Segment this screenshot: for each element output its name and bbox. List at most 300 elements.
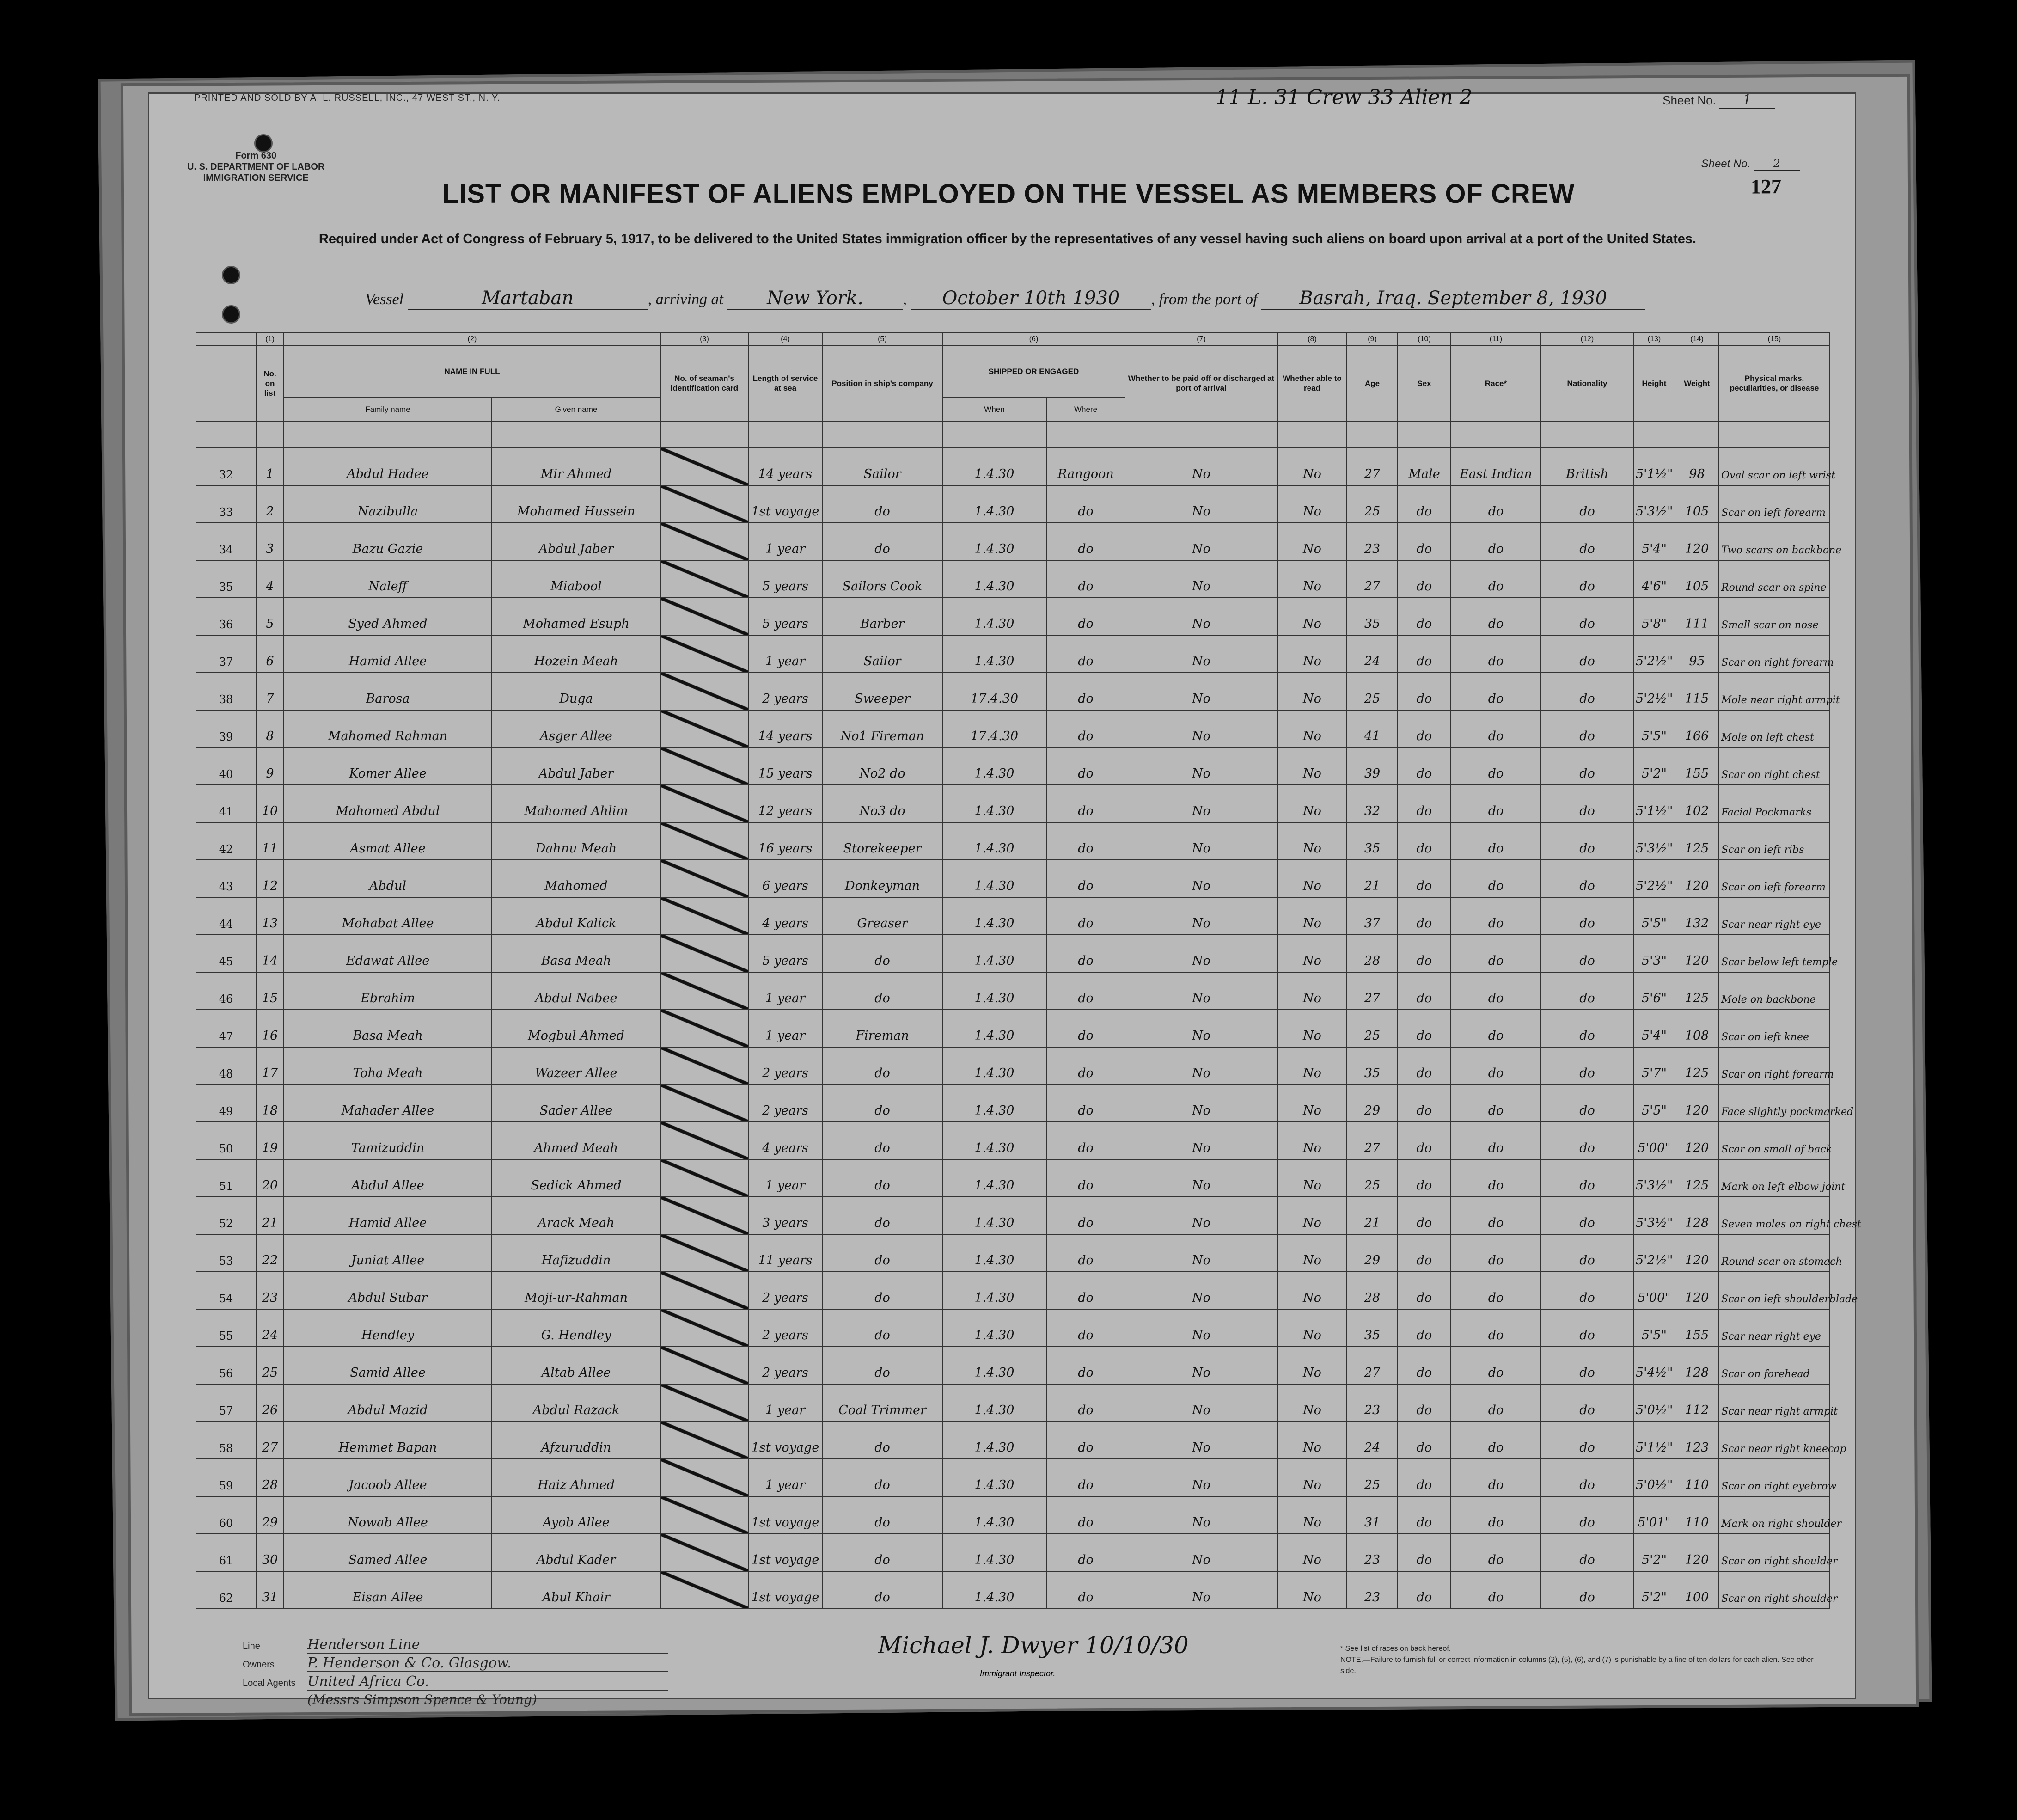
shipped-where-cell: do — [1046, 1159, 1125, 1197]
able-to-read-cell: No — [1277, 1010, 1347, 1047]
sex-cell: do — [1398, 1384, 1451, 1422]
table-row — [196, 485, 1830, 523]
length-of-service-cell: 5 years — [748, 935, 822, 972]
from-port-label: , from the port of — [1151, 291, 1258, 308]
line-number-cell: 35 — [196, 560, 256, 598]
top-sheet-number — [1662, 92, 1775, 109]
height-cell: 5'0½" — [1633, 1384, 1675, 1422]
arriving-label: , arriving at — [648, 291, 723, 308]
race-cell: do — [1451, 1197, 1541, 1234]
nationality-cell: do — [1541, 1122, 1633, 1159]
age-cell: 21 — [1347, 1197, 1398, 1234]
line-number-cell: 46 — [196, 972, 256, 1010]
weight-cell: 108 — [1675, 1010, 1719, 1047]
shipped-when-cell: 1.4.30 — [942, 598, 1046, 635]
race-cell: do — [1451, 1347, 1541, 1384]
able-to-read-cell: No — [1277, 635, 1347, 673]
table-row — [196, 748, 1830, 785]
age-cell: 27 — [1347, 972, 1398, 1010]
length-of-service-cell: 1 year — [748, 1384, 822, 1422]
length-of-service-cell: 1 year — [748, 1159, 822, 1197]
position-cell: Barber — [822, 598, 942, 635]
line-row — [243, 1636, 668, 1655]
table-row — [196, 1122, 1830, 1159]
sheet-number-label: Sheet No. — [1662, 93, 1716, 107]
shipped-where-cell: do — [1046, 673, 1125, 710]
height-cell: 4'6" — [1633, 560, 1675, 598]
departure-port: Basrah, Iraq. September 8, 1930 — [1261, 288, 1645, 310]
paid-off-cell: No — [1125, 860, 1277, 897]
list-number-cell: 25 — [256, 1347, 284, 1384]
given-name-cell: Moji-ur-Rahman — [492, 1272, 660, 1309]
height-cell: 5'3½" — [1633, 1197, 1675, 1234]
shipped-when-cell: 1.4.30 — [942, 1422, 1046, 1459]
agents-extra-row — [243, 1692, 668, 1710]
height-cell: 5'4" — [1633, 1010, 1675, 1047]
position-cell: Sailor — [822, 635, 942, 673]
table-row — [196, 1496, 1830, 1534]
race-cell: do — [1451, 1122, 1541, 1159]
shipped-when-cell: 1.4.30 — [942, 897, 1046, 935]
weight-cell: 125 — [1675, 1159, 1719, 1197]
shipped-when-cell: 1.4.30 — [942, 1047, 1046, 1085]
sheet-number-2 — [1701, 157, 1800, 171]
sex-cell: do — [1398, 1496, 1451, 1534]
weight-cell: 115 — [1675, 673, 1719, 710]
physical-marks-cell: Scar below left temple — [1719, 935, 1830, 972]
given-name-cell: Sader Allee — [492, 1085, 660, 1122]
race-cell: do — [1451, 1422, 1541, 1459]
able-to-read-cell: No — [1277, 1422, 1347, 1459]
weight-cell: 120 — [1675, 935, 1719, 972]
weight-header: Weight — [1675, 345, 1719, 421]
list-number-cell: 21 — [256, 1197, 284, 1234]
punch-hole — [222, 305, 240, 324]
paid-off-cell: No — [1125, 1496, 1277, 1534]
sex-header: Sex — [1398, 345, 1451, 421]
physical-marks-cell: Mole on left chest — [1719, 710, 1830, 748]
sex-cell: do — [1398, 1234, 1451, 1272]
length-of-service-cell: 3 years — [748, 1197, 822, 1234]
nationality-cell: do — [1541, 972, 1633, 1010]
list-number-cell: 29 — [256, 1496, 284, 1534]
shipped-when-cell: 1.4.30 — [942, 560, 1046, 598]
shipped-where-cell: do — [1046, 1534, 1125, 1571]
line-number-cell: 58 — [196, 1422, 256, 1459]
id-card-cell — [660, 1159, 748, 1197]
family-name-cell: Mohabat Allee — [284, 897, 492, 935]
position-cell: Sailors Cook — [822, 560, 942, 598]
paid-off-cell: No — [1125, 972, 1277, 1010]
col-11-number: (11) — [1451, 332, 1541, 345]
shipped-where-cell: do — [1046, 1272, 1125, 1309]
line-number-header — [196, 332, 256, 345]
nationality-cell: do — [1541, 1234, 1633, 1272]
paid-off-cell: No — [1125, 748, 1277, 785]
family-name-cell: Bazu Gazie — [284, 523, 492, 560]
race-cell: do — [1451, 523, 1541, 560]
table-row — [196, 1422, 1830, 1459]
line-value: Henderson Line — [307, 1636, 668, 1654]
family-name-cell: Samid Allee — [284, 1347, 492, 1384]
height-cell: 5'3" — [1633, 935, 1675, 972]
sex-cell: do — [1398, 1422, 1451, 1459]
paid-off-cell: No — [1125, 1197, 1277, 1234]
sex-cell: do — [1398, 1571, 1451, 1609]
length-of-service-cell: 1 year — [748, 635, 822, 673]
agents-value: United Africa Co. — [307, 1673, 668, 1691]
height-cell: 5'4" — [1633, 523, 1675, 560]
position-cell: Fireman — [822, 1010, 942, 1047]
col-12-number: (12) — [1541, 332, 1633, 345]
physical-marks-cell: Oval scar on left wrist — [1719, 448, 1830, 485]
weight-cell: 166 — [1675, 710, 1719, 748]
nationality-cell: do — [1541, 822, 1633, 860]
given-name-cell: Abdul Nabee — [492, 972, 660, 1010]
vessel-name: Martaban — [408, 288, 648, 310]
weight-cell: 128 — [1675, 1347, 1719, 1384]
family-name-cell: Nowab Allee — [284, 1496, 492, 1534]
family-name-cell: Ebrahim — [284, 972, 492, 1010]
paid-off-cell: No — [1125, 1010, 1277, 1047]
length-of-service-cell: 2 years — [748, 1085, 822, 1122]
id-card-cell — [660, 1234, 748, 1272]
paid-off-cell: No — [1125, 523, 1277, 560]
punch-hole — [222, 266, 240, 284]
family-name-cell: Abdul Subar — [284, 1272, 492, 1309]
height-cell: 5'3½" — [1633, 822, 1675, 860]
given-name-cell: Abdul Kalick — [492, 897, 660, 935]
list-number-cell: 24 — [256, 1309, 284, 1347]
position-cell: do — [822, 972, 942, 1010]
height-cell: 5'5" — [1633, 1309, 1675, 1347]
family-name-cell: Hemmet Bapan — [284, 1422, 492, 1459]
line-number-cell: 40 — [196, 748, 256, 785]
shipped-where-cell: do — [1046, 748, 1125, 785]
age-cell: 27 — [1347, 1122, 1398, 1159]
sex-cell: do — [1398, 897, 1451, 935]
race-cell: do — [1451, 673, 1541, 710]
length-of-service-cell: 16 years — [748, 822, 822, 860]
family-name-cell: Hamid Allee — [284, 1197, 492, 1234]
list-number-cell: 13 — [256, 897, 284, 935]
sex-cell: do — [1398, 673, 1451, 710]
table-row — [196, 972, 1830, 1010]
height-cell: 5'8" — [1633, 598, 1675, 635]
sex-cell: do — [1398, 860, 1451, 897]
sex-cell: do — [1398, 560, 1451, 598]
race-cell: do — [1451, 897, 1541, 935]
height-cell: 5'5" — [1633, 710, 1675, 748]
shipped-where-cell: do — [1046, 1234, 1125, 1272]
line-number-cell: 34 — [196, 523, 256, 560]
list-number-cell: 8 — [256, 710, 284, 748]
line-number-cell: 33 — [196, 485, 256, 523]
physical-marks-cell: Scar near right armpit — [1719, 1384, 1830, 1422]
inspector-signature: Michael J. Dwyer 10/10/30 — [878, 1632, 1189, 1659]
weight-cell: 123 — [1675, 1422, 1719, 1459]
race-cell: do — [1451, 1571, 1541, 1609]
height-cell: 5'1½" — [1633, 448, 1675, 485]
weight-cell: 120 — [1675, 1085, 1719, 1122]
race-cell: do — [1451, 1159, 1541, 1197]
shipped-where-cell: do — [1046, 523, 1125, 560]
list-number-cell: 16 — [256, 1010, 284, 1047]
able-to-read-cell: No — [1277, 598, 1347, 635]
position-cell: Storekeeper — [822, 822, 942, 860]
shipped-where-cell: do — [1046, 485, 1125, 523]
height-cell: 5'2½" — [1633, 635, 1675, 673]
line-number-cell: 57 — [196, 1384, 256, 1422]
shipped-where-cell: do — [1046, 822, 1125, 860]
shipped-where-cell: do — [1046, 1197, 1125, 1234]
physical-marks-cell: Scar near right eye — [1719, 1309, 1830, 1347]
position-cell: do — [822, 1272, 942, 1309]
table-body — [196, 448, 1861, 1609]
position-cell: do — [822, 1085, 942, 1122]
length-of-service-cell: 1 year — [748, 972, 822, 1010]
id-card-cell — [660, 1459, 748, 1496]
footnotes — [1340, 1643, 1816, 1677]
shipped-when-cell: 1.4.30 — [942, 1384, 1046, 1422]
family-name-cell: Barosa — [284, 673, 492, 710]
race-cell: do — [1451, 598, 1541, 635]
sex-cell: Male — [1398, 448, 1451, 485]
given-name-cell: Asger Allee — [492, 710, 660, 748]
shipped-where-cell: do — [1046, 710, 1125, 748]
physical-marks-cell: Scar on right eyebrow — [1719, 1459, 1830, 1496]
age-cell: 31 — [1347, 1496, 1398, 1534]
paid-off-cell: No — [1125, 485, 1277, 523]
position-cell: do — [822, 1047, 942, 1085]
given-name-cell: Abdul Kader — [492, 1534, 660, 1571]
list-number-cell: 23 — [256, 1272, 284, 1309]
able-read-header: Whether able to read — [1277, 345, 1347, 421]
nationality-cell: do — [1541, 1159, 1633, 1197]
length-of-service-cell: 1st voyage — [748, 485, 822, 523]
table-row — [196, 598, 1830, 635]
weight-cell: 110 — [1675, 1496, 1719, 1534]
nationality-cell: do — [1541, 1459, 1633, 1496]
race-cell: do — [1451, 860, 1541, 897]
age-cell: 29 — [1347, 1085, 1398, 1122]
shipped-where-cell: do — [1046, 635, 1125, 673]
race-cell: do — [1451, 785, 1541, 822]
header-spacer-row — [196, 421, 1830, 448]
sex-cell: do — [1398, 523, 1451, 560]
age-cell: 24 — [1347, 1422, 1398, 1459]
id-card-cell — [660, 710, 748, 748]
weight-cell: 120 — [1675, 1234, 1719, 1272]
col-3-number: (3) — [660, 332, 748, 345]
id-card-cell — [660, 785, 748, 822]
col-4-number: (4) — [748, 332, 822, 345]
table-row — [196, 1197, 1830, 1234]
id-card-cell — [660, 972, 748, 1010]
shipped-where-cell: do — [1046, 1459, 1125, 1496]
shipped-when-cell: 17.4.30 — [942, 673, 1046, 710]
given-name-cell: Mohamed Esuph — [492, 598, 660, 635]
requirement-text: Required under Act of Congress of February 5, 1917, to be delivered to the United States immigration officer by the representatives of any vessel having such aliens on board upon arrival at a port of the United States. — [318, 232, 1697, 246]
paid-off-cell: No — [1125, 1234, 1277, 1272]
given-name-cell: Duga — [492, 673, 660, 710]
col-15-number: (15) — [1719, 332, 1830, 345]
sex-cell: do — [1398, 1534, 1451, 1571]
position-cell: do — [822, 1459, 942, 1496]
page-title: LIST OR MANIFEST OF ALIENS EMPLOYED ON THE VESSEL AS MEMBERS OF CREW — [442, 179, 1575, 209]
weight-cell: 112 — [1675, 1384, 1719, 1422]
shipped-where-cell: do — [1046, 1047, 1125, 1085]
list-number-cell: 3 — [256, 523, 284, 560]
nationality-cell: do — [1541, 1571, 1633, 1609]
race-cell: do — [1451, 635, 1541, 673]
length-of-service-cell: 5 years — [748, 598, 822, 635]
length-of-service-cell: 2 years — [748, 1047, 822, 1085]
age-cell: 37 — [1347, 897, 1398, 935]
family-name-cell: Edawat Allee — [284, 935, 492, 972]
family-name-cell: Naleff — [284, 560, 492, 598]
table-row — [196, 1234, 1830, 1272]
length-of-service-cell: 1st voyage — [748, 1496, 822, 1534]
age-cell: 25 — [1347, 1010, 1398, 1047]
height-cell: 5'5" — [1633, 1085, 1675, 1122]
height-cell: 5'00" — [1633, 1122, 1675, 1159]
agents-row — [243, 1673, 668, 1692]
race-cell: do — [1451, 935, 1541, 972]
line-number-cell: 41 — [196, 785, 256, 822]
id-card-cell — [660, 673, 748, 710]
name-in-full-header: NAME IN FULL — [284, 345, 660, 397]
age-cell: 23 — [1347, 1534, 1398, 1571]
age-cell: 27 — [1347, 1347, 1398, 1384]
able-to-read-cell: No — [1277, 523, 1347, 560]
age-cell: 24 — [1347, 635, 1398, 673]
list-number-cell: 11 — [256, 822, 284, 860]
weight-cell: 132 — [1675, 897, 1719, 935]
shipped-when-cell: 1.4.30 — [942, 1309, 1046, 1347]
table-row — [196, 1534, 1830, 1571]
family-name-cell: Hamid Allee — [284, 635, 492, 673]
physical-marks-cell: Seven moles on right chest — [1719, 1197, 1830, 1234]
list-number-cell: 5 — [256, 598, 284, 635]
age-cell: 25 — [1347, 1159, 1398, 1197]
paid-off-cell: No — [1125, 1384, 1277, 1422]
nationality-cell: do — [1541, 1347, 1633, 1384]
sex-cell: do — [1398, 1047, 1451, 1085]
weight-cell: 125 — [1675, 822, 1719, 860]
form-number: Form 630 — [235, 151, 277, 161]
weight-cell: 120 — [1675, 1534, 1719, 1571]
crew-manifest-table — [196, 332, 1861, 1609]
given-name-cell: Hozein Meah — [492, 635, 660, 673]
race-cell: do — [1451, 1309, 1541, 1347]
table-row — [196, 560, 1830, 598]
position-cell: do — [822, 1309, 942, 1347]
list-number-cell: 17 — [256, 1047, 284, 1085]
table-row — [196, 635, 1830, 673]
nationality-cell: do — [1541, 523, 1633, 560]
given-name-cell: Hafizuddin — [492, 1234, 660, 1272]
able-to-read-cell: No — [1277, 560, 1347, 598]
shipped-when-cell: 1.4.30 — [942, 1010, 1046, 1047]
sex-cell: do — [1398, 972, 1451, 1010]
family-name-cell: Tamizuddin — [284, 1122, 492, 1159]
length-of-service-cell: 2 years — [748, 1347, 822, 1384]
weight-cell: 95 — [1675, 635, 1719, 673]
line-number-header-cell — [196, 345, 256, 421]
shipped-where-cell: do — [1046, 860, 1125, 897]
given-name-cell: Ayob Allee — [492, 1496, 660, 1534]
age-cell: 28 — [1347, 935, 1398, 972]
list-number-cell: 12 — [256, 860, 284, 897]
length-of-service-cell: 2 years — [748, 1309, 822, 1347]
paid-off-cell: No — [1125, 1122, 1277, 1159]
line-number-cell: 61 — [196, 1534, 256, 1571]
table-row — [196, 1459, 1830, 1496]
paid-off-cell: No — [1125, 673, 1277, 710]
physical-marks-cell: Small scar on nose — [1719, 598, 1830, 635]
position-cell: Greaser — [822, 897, 942, 935]
race-cell: do — [1451, 1085, 1541, 1122]
position-cell: do — [822, 1234, 942, 1272]
where-header: Where — [1046, 397, 1125, 421]
id-card-cell — [660, 1197, 748, 1234]
shipped-when-cell: 1.4.30 — [942, 1459, 1046, 1496]
given-name-cell: Basa Meah — [492, 935, 660, 972]
given-name-cell: Mir Ahmed — [492, 448, 660, 485]
given-name-cell: Abdul Razack — [492, 1384, 660, 1422]
family-name-cell: Juniat Allee — [284, 1234, 492, 1272]
position-cell: do — [822, 485, 942, 523]
physical-marks-cell: Scar on left ribs — [1719, 822, 1830, 860]
family-name-cell: Mahomed Rahman — [284, 710, 492, 748]
family-name-cell: Abdul Allee — [284, 1159, 492, 1197]
height-cell: 5'2" — [1633, 1571, 1675, 1609]
table-row — [196, 1272, 1830, 1309]
able-to-read-cell: No — [1277, 1197, 1347, 1234]
age-cell: 29 — [1347, 1234, 1398, 1272]
weight-cell: 128 — [1675, 1197, 1719, 1234]
department-name: U. S. DEPARTMENT OF LABOR — [187, 162, 325, 172]
id-card-cell — [660, 523, 748, 560]
shipped-when-cell: 1.4.30 — [942, 523, 1046, 560]
id-card-cell — [660, 1496, 748, 1534]
shipped-when-cell: 1.4.30 — [942, 1496, 1046, 1534]
shipped-where-cell: do — [1046, 1122, 1125, 1159]
height-cell: 5'00" — [1633, 1272, 1675, 1309]
owners-value: P. Henderson & Co. Glasgow. — [307, 1655, 668, 1672]
able-to-read-cell: No — [1277, 1534, 1347, 1571]
physical-marks-cell: Scar on right forearm — [1719, 635, 1830, 673]
line-number-cell: 51 — [196, 1159, 256, 1197]
family-name-cell: Asmat Allee — [284, 822, 492, 860]
length-of-service-cell: 6 years — [748, 860, 822, 897]
list-number-cell: 15 — [256, 972, 284, 1010]
paid-off-cell: No — [1125, 560, 1277, 598]
line-number-cell: 52 — [196, 1197, 256, 1234]
height-cell: 5'1½" — [1633, 785, 1675, 822]
family-name-cell: Hendley — [284, 1309, 492, 1347]
paid-off-cell: No — [1125, 1085, 1277, 1122]
paid-off-cell: No — [1125, 635, 1277, 673]
race-cell: do — [1451, 1010, 1541, 1047]
length-of-service-cell: 14 years — [748, 448, 822, 485]
sheet-number-value: 1 — [1719, 92, 1775, 109]
weight-cell: 125 — [1675, 972, 1719, 1010]
table-row — [196, 448, 1830, 485]
given-name-cell: Mahomed Ahlim — [492, 785, 660, 822]
physical-marks-cell: Facial Pockmarks — [1719, 785, 1830, 822]
